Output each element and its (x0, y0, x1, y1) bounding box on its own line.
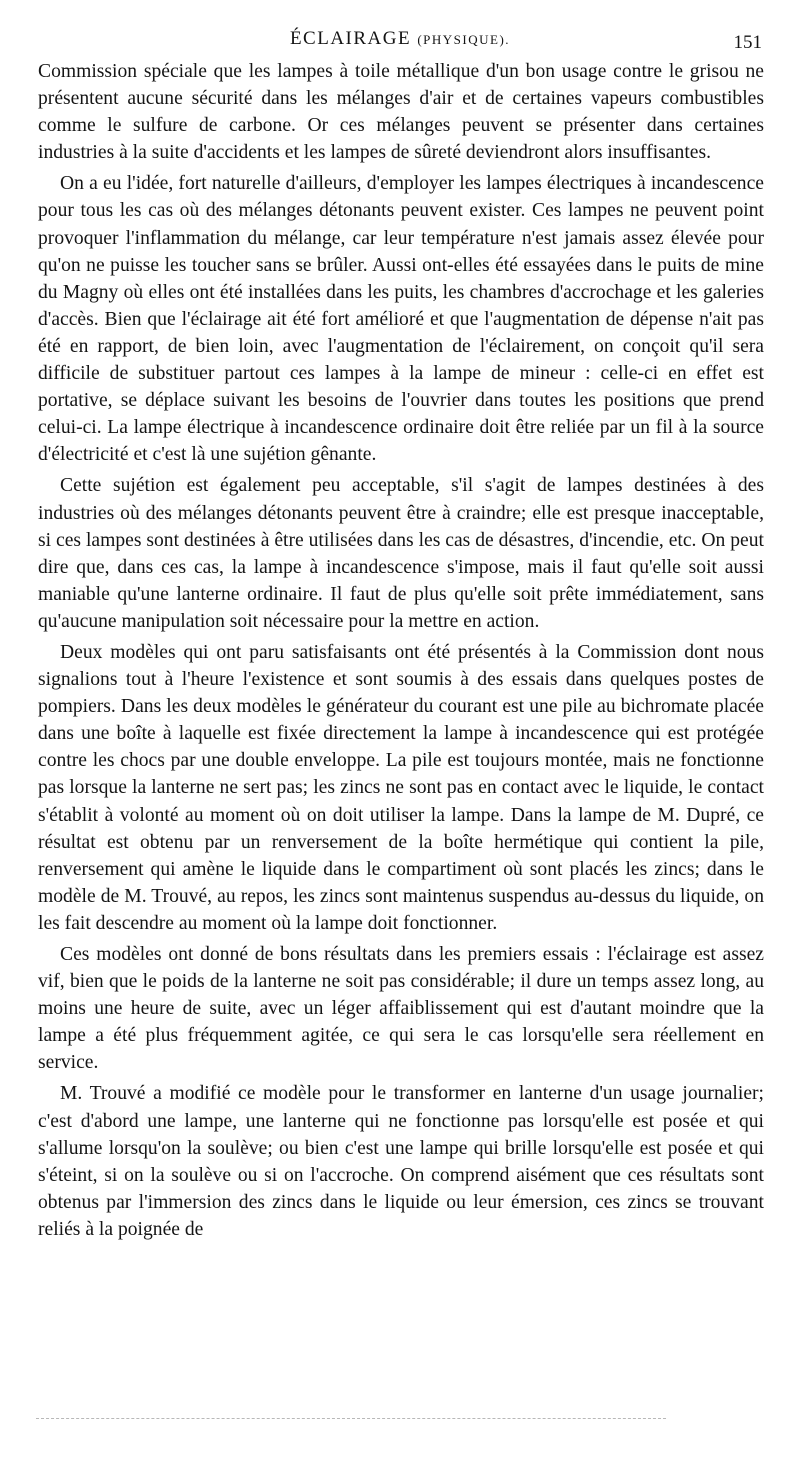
paragraph-two-models: Deux modèles qui ont paru satisfaisants ont été présentés à la Commission dont nous signalions tout à l'heure l'existence et sont soumis à des essais dans quelques postes de pompiers. Dans les deux modèles le générateur du courant est une pile au bichromate placée dans une boîte à laquelle est fixée directement la lampe à incandescence qui est protégée contre les chocs par une double enveloppe. La pile est toujours montée, mais ne fonctionne pas lorsque la lanterne ne sert pas; les zincs ne sont pas en contact avec le liquide, le contact s'établit à volonté au moment où on doit utiliser la lampe. Dans la lampe de M. Dupré, ce résultat est obtenu par un renversement de la boîte hermétique qui contient la pile, renversement qui amène le liquide dans le compartiment où sont placés les zincs; dans le modèle de M. Trouvé, au repos, les zincs sont maintenus suspendus au-dessus du liquide, on les fait descendre au moment où la lampe doit fonctionner. (38, 641, 764, 934)
paragraph-electric-lamps: On a eu l'idée, fort naturelle d'ailleurs, d'employer les lampes électriques à incandescence pour tous les cas où des mélanges détonants peuvent exister. Ces lampes ne peuvent point provoquer l'inflammation du mélange, car leur température n'est jamais assez élevée pour qu'on ne puisse les toucher sans se brûler. Aussi ont-elles été essayées dans le puits de mine du Magny où elles ont été installées dans les puits, les chambres d'accrochage et les galeries d'accès. Bien que l'éclairage ait été fort amélioré et que l'augmentation de dépense n'ait pas été en rapport, de bien loin, avec l'augmentation de l'éclairement, on conçoit qu'il sera difficile de substituer partout ces lampes à la lampe de mineur : celle-ci en effet est portative, se déplace suivant les besoins de l'ouvrier dans toutes les positions que prend celui-ci. La lampe électrique à incandescence ordinaire doit être reliée par un fil à la source d'électricité et c'est là une sujétion gênante. (38, 173, 764, 466)
footer-dashed-rule (36, 1418, 666, 1419)
body-text (38, 58, 764, 1247)
running-title-sub: (PHYSIQUE). (417, 32, 511, 47)
running-title (0, 28, 800, 50)
paragraph-continued: Commission spéciale que les lampes à toile métallique d'un bon usage contre le grisou ne présentent aucune sécurité dans les mélanges d'air et de certaines vapeurs combustibles comme le sulfure de carbone. Or ces mélanges peuvent se présenter dans certaines industries à la suite d'accidents et les lampes de sûreté deviendront alors insuffisantes. (38, 61, 764, 164)
paragraph-trouve-lantern: M. Trouvé a modifié ce modèle pour le transformer en lanterne d'un usage journalier; c'est d'abord une lampe, une lanterne qui ne fonctionne pas lorsqu'elle est posée et qui s'allume lorsqu'on la soulève; ou bien c'est une lampe qui brille lorsqu'elle est posée et qui s'éteint, si on la soulève ou si on l'accroche. On comprend aisément que ces résultats sont obtenus par l'immersion des zincs dans le liquide ou leur émersion, ces zincs se trouvant reliés à la poignée de (38, 1083, 764, 1240)
running-title-main: ÉCLAIRAGE (289, 28, 412, 49)
paragraph-subjection: Cette sujétion est également peu acceptable, s'il s'agit de lampes destinées à des industries où des mélanges détonants peuvent être à craindre; elle est presque inacceptable, si ces lampes sont destinées à être utilisées dans les cas de désastres, d'incendie, etc. On peut dire que, dans ces cas, la lampe à incandescence s'impose, mais il faut qu'elle soit aussi maniable qu'une lanterne ordinaire. Il faut de plus qu'elle soit prête immédiatement, sans qu'aucune manipulation soit nécessaire pour la mettre en action. (38, 475, 764, 632)
paragraph-results: Ces modèles ont donné de bons résultats dans les premiers essais : l'éclairage est assez vif, bien que le poids de la lanterne ne soit pas considérable; il dure un temps assez long, au moins une heure de suite, avec un léger affaiblissement qui est d'autant moindre que la lampe a été plus fréquemment agitée, ce qui sera le cas lorsqu'elle sera réellement en service. (38, 944, 764, 1074)
page-number: 151 (733, 32, 762, 53)
running-header (0, 24, 800, 54)
